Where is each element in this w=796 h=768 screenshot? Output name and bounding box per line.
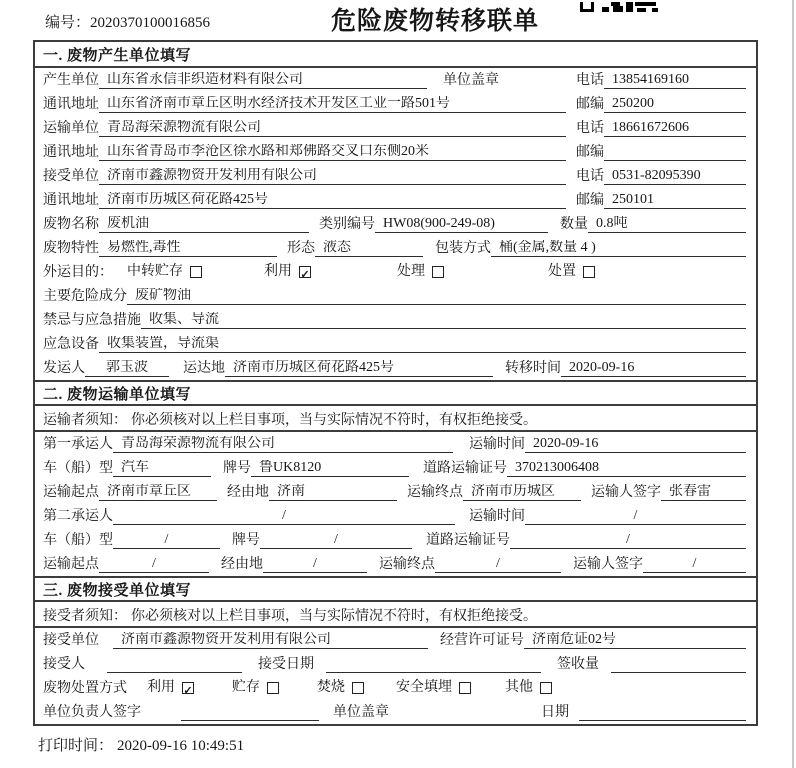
category-label: 类别编号 [319,217,375,232]
phone-label: 电话 [576,73,604,88]
signed-amount-value [611,656,746,673]
via-label: 经由地 [227,485,269,500]
serial-value: 2020370100016856 [90,15,211,31]
option-label: 贮存 [232,680,260,695]
row-transporter [35,116,756,140]
destination-label: 运达地 [183,361,225,376]
notice-text: 你必须核对以上栏目事项，当与实际情况不符时，有权拒绝接受。 [131,412,537,428]
date-value [579,704,746,721]
date-label: 日期 [541,705,569,720]
row-left [43,192,566,209]
carrier2-label: 第二承运人 [43,509,113,524]
address-label: 通讯地址 [43,145,99,160]
permit-value: 济南危证02号 [524,632,746,649]
print-time-label: 打印时间： [38,738,114,754]
print-time-value: 2020-09-16 10:49:51 [117,738,245,754]
row-receiver-address [35,188,756,212]
option-label: 焚烧 [317,680,345,695]
carrier-signature-label: 运输人签字 [573,557,643,572]
row-left [43,144,566,161]
page-title: 危险废物转移联单 [331,8,540,35]
transport-time2-value: / [525,508,746,525]
notice-label: 接受者须知： [43,608,127,624]
row-carrier2 [35,504,756,528]
phone-label: 电话 [576,121,604,136]
form-value: 液态 [315,240,423,257]
origin2-value: / [99,556,209,573]
transporter-notice [35,406,756,432]
hazard-label: 主要危险成分 [43,289,127,304]
equipment-value: 收集装置，导流渠 [99,336,746,353]
checkbox-icon [540,682,552,694]
destination-value: 济南市历城区荷花路425号 [225,360,493,377]
row-taboo-measures [35,308,756,332]
row-hazard-component [35,284,756,308]
section3-header: 三. 废物接受单位填写 [35,576,756,602]
zip-label: 邮编 [576,193,604,208]
row-producer [35,68,756,92]
via-value: 济南 [269,484,397,501]
plate-value: 鲁UK8120 [251,460,409,477]
vehicle-type2-value: / [113,532,220,549]
endpoint-value: 济南市历城区 [463,484,581,501]
receiver-zip-value: 250101 [604,192,746,209]
row-responsible-signature [35,700,756,724]
row-producer-left [43,72,566,89]
row-left [43,168,566,185]
unit-seal-label: 单位盖章 [333,705,389,720]
zip-label: 邮编 [576,97,604,112]
row-left [43,96,566,113]
disposal-option-utilize [147,680,194,697]
responsible-signature-label: 单位负责人签字 [43,705,141,720]
serial-label: 编号： [45,15,91,31]
transporter-label: 运输单位 [43,121,99,136]
vehicle-type-label: 车（船）型 [43,533,113,548]
hazard-value: 废矿物油 [127,288,746,305]
origin-value: 济南市章丘区 [99,484,217,501]
accept-person-value [107,656,242,673]
transporter-phone-value: 18661672606 [604,120,746,137]
option-label: 安全填埋 [396,680,452,695]
row-transporter-address [35,140,756,164]
road-license2-value: / [510,532,746,549]
carrier-signature-label: 运输人签字 [591,485,661,500]
accept-unit-label: 接受单位 [43,633,99,648]
carrier-signature2-value: / [643,556,746,573]
receiver-value: 济南市鑫源物资开发利用有限公司 [99,168,566,185]
producer-label: 产生单位 [43,73,99,88]
disposal-option-storage [232,680,279,697]
quantity-value: 0.8吨 [588,216,746,233]
phone-label: 电话 [576,169,604,184]
row-accept-person [35,652,756,676]
carrier-signature-value: 张春雷 [661,484,746,501]
dispatcher-value: 郭玉波 [85,360,169,377]
checkbox-checked-icon: ✓ [182,682,194,694]
transport-time-label: 运输时间 [469,509,525,524]
zip-label: 邮编 [576,145,604,160]
road-license-label: 道路运输证号 [426,533,510,548]
option-label: 其他 [505,680,533,695]
checkbox-icon [583,266,595,278]
row-route2 [35,552,756,576]
option-label: 利用 [264,264,292,279]
origin-label: 运输起点 [43,485,99,500]
checkbox-icon [190,266,202,278]
disposal-option-landfill [396,680,471,697]
accept-unit-value: 济南市鑫源物资开发利用有限公司 [113,632,428,649]
disposal-option-incinerate [317,680,364,697]
seal-label: 单位盖章 [443,73,499,88]
transfer-time-label: 转移时间 [505,361,561,376]
receiver-label: 接受单位 [43,169,99,184]
row-left [43,120,566,137]
row-waste-name [35,212,756,236]
address-label: 通讯地址 [43,193,99,208]
dispatcher-label: 发运人 [43,361,85,376]
plate-label: 牌号 [223,461,251,476]
form-label: 形态 [287,241,315,256]
row-dispatcher [35,356,756,380]
section2-header: 二. 废物运输单位填写 [35,380,756,406]
responsible-signature-value [181,704,319,721]
option-label: 处置 [548,264,576,279]
purpose-label: 外运目的： [43,265,113,280]
qr-code-icon [580,0,658,18]
taboo-label: 禁忌与应急措施 [43,313,141,328]
producer-value: 山东省永信非织造材料有限公司 [99,72,427,89]
origin-label: 运输起点 [43,557,99,572]
notice-text: 你必须核对以上栏目事项，当与实际情况不符时，有权拒绝接受。 [131,608,537,624]
checkbox-checked-icon: ✓ [299,266,311,278]
via2-value: / [263,556,367,573]
receiver-address-value: 济南市历城区荷花路425号 [99,192,566,209]
quantity-label: 数量 [560,217,588,232]
checkbox-icon [459,682,471,694]
category-value: HW08(900-249-08) [375,216,548,233]
endpoint-label: 运输终点 [407,485,463,500]
row-route1 [35,480,756,504]
producer-phone-value: 13854169160 [604,72,746,89]
checkbox-icon [352,682,364,694]
accept-date-value [326,656,541,673]
carrier1-label: 第一承运人 [43,437,113,452]
transporter-value: 青岛海荣源物流有限公司 [99,120,566,137]
page-edge-line [792,0,794,768]
endpoint2-value: / [435,556,561,573]
row-accept-unit [35,628,756,652]
option-label: 中转贮存 [127,264,183,279]
road-license-label: 道路运输证号 [423,461,507,476]
traits-label: 废物特性 [43,241,99,256]
producer-zip-value: 250200 [604,96,746,113]
carrier1-value: 青岛海荣源物流有限公司 [113,436,453,453]
vehicle-type-value: 汽车 [113,460,211,477]
serial-number [45,11,210,32]
road-license-value: 370213006408 [507,460,746,477]
disposal-option-other [505,680,552,697]
purpose-option-utilize [264,264,311,281]
notice-label: 运输者须知： [43,412,127,428]
accept-date-label: 接受日期 [258,657,314,672]
row-receiver [35,164,756,188]
print-time [38,734,244,755]
option-label: 利用 [147,680,175,695]
plate2-value: / [260,532,412,549]
row-transfer-purpose [35,260,756,284]
section1-header: 一. 废物产生单位填写 [35,42,756,68]
row-waste-traits [35,236,756,260]
transfer-time-value: 2020-09-16 [561,360,746,377]
row-disposal-method [35,676,756,700]
purpose-option-dispose [548,264,595,281]
manifest-form [33,40,758,726]
row-producer-address [35,92,756,116]
receiver-phone-value: 0531-82095390 [604,168,746,185]
signed-amount-label: 签收量 [557,657,599,672]
permit-label: 经营许可证号 [440,633,524,648]
waste-name-value: 废机油 [99,216,309,233]
plate-label: 牌号 [232,533,260,548]
transporter-zip-value [604,144,746,161]
row-emergency-equipment [35,332,756,356]
transporter-address-value: 山东省青岛市李沧区徐水路和郑佛路交叉口东侧20米 [99,144,566,161]
packing-label: 包装方式 [435,241,491,256]
row-vehicle2 [35,528,756,552]
option-label: 处理 [397,264,425,279]
traits-value: 易燃性,毒性 [99,240,277,257]
row-vehicle1 [35,456,756,480]
transport-time-value: 2020-09-16 [525,436,746,453]
packing-value: 桶(金属,数量 4 ) [491,240,746,257]
producer-address-value: 山东省济南市章丘区明水经济技术开发区工业一路501号 [99,96,566,113]
carrier2-value: / [113,508,455,525]
equipment-label: 应急设备 [43,337,99,352]
row-carrier1 [35,432,756,456]
address-label: 通讯地址 [43,97,99,112]
checkbox-icon [267,682,279,694]
endpoint-label: 运输终点 [379,557,435,572]
taboo-value: 收集、导流 [141,312,746,329]
accept-person-label: 接受人 [43,657,85,672]
purpose-option-treat [397,264,444,281]
purpose-option-storage [127,264,202,281]
via-label: 经由地 [221,557,263,572]
disposal-label: 废物处置方式 [43,681,127,696]
checkbox-icon [432,266,444,278]
vehicle-type-label: 车（船）型 [43,461,113,476]
waste-name-label: 废物名称 [43,217,99,232]
transport-time-label: 运输时间 [469,437,525,452]
receiver-notice [35,602,756,628]
